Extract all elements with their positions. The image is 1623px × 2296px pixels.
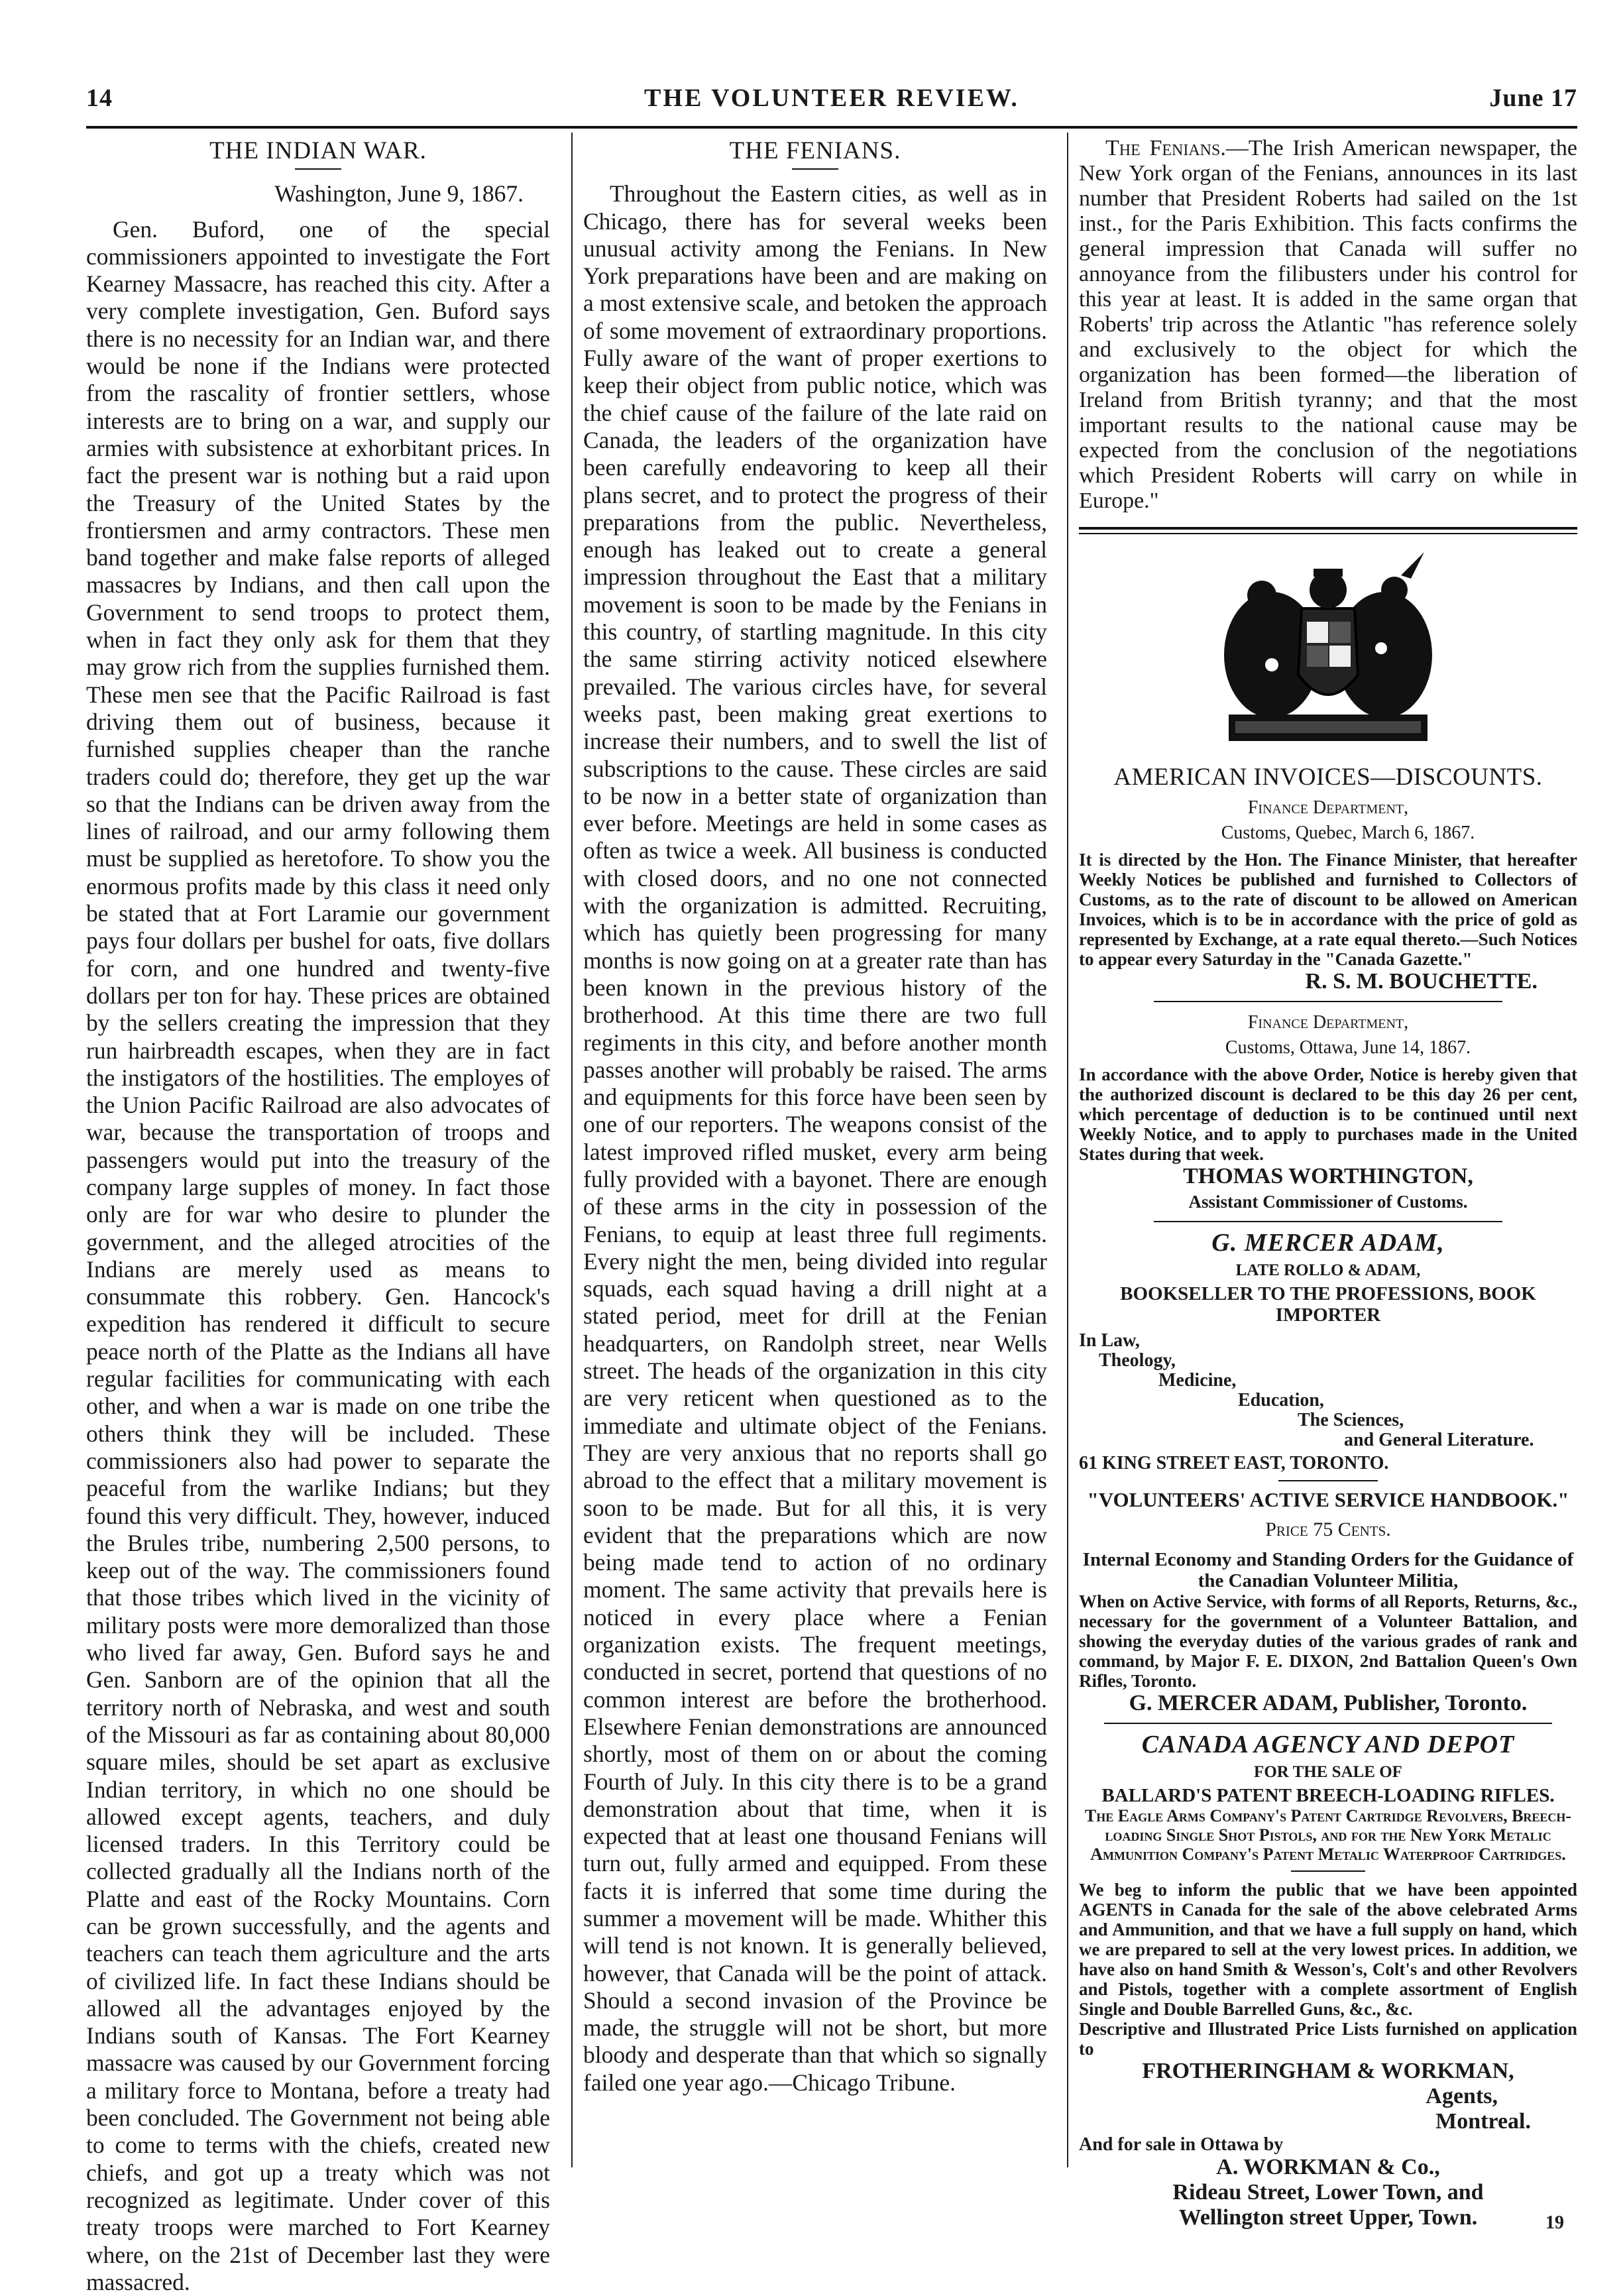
ad-line: BOOKSELLER TO THE PROFESSIONS, BOOK IMPORTER: [1120, 1283, 1536, 1326]
fenians-note: [1079, 136, 1577, 514]
notice-place: Customs, Quebec, March 6, 1867.: [1221, 823, 1475, 843]
title-rule: [792, 168, 838, 170]
ad-divider: [1278, 1480, 1378, 1481]
notice-body: It is directed by the Hon. The Finance Minister, that hereafter Weekly Notices be published and furnished to Collectors of Customs, as to the rate of discount to be allowed on American Invoices, which is to be in accordance with the price of gold as represented by Exchange, at a rate equal thereto.—Such Notices to appear every Saturday in the "Canada Gazette.": [1079, 850, 1577, 969]
article-paragraph: Throughout the Eastern cities, as well as in Chicago, there has for several weeks been unusual activity among the Fenians. In New York preparations have been and are making on a most extensive scale, and betoken the approach of some movement of extraordinary proportions. Fully aware of the want of proper exertions to keep their object from public notice, which was the chief cause of the failure of the late raid on Canada, the leaders of the organization have been carefully endeavoring to keep all their plans secret, and to protect the progress of their preparations from the public. Nevertheless, enough has leaked out to create a general impression throughout the East that a military movement is soon to be made by the Fenians in this country, of startling magnitude. In this city the same stirring activity noticed elsewhere prevailed. The various circles have, for several weeks past, been making great exertions to increase their numbers, and to swell the list of subscriptions to the cause. These circles are said to be now in a better state of organization than ever before. Meetings are held in some cases as often as twice a week. All business is conducted with closed doors, and no one not connected with the organization is admitted. Recruiting, which has quietly been progressing for many months is now going on at a greater rate than has been known in the previous history of the brotherhood. At this time there are two full regiments in this city, and before another month passes another will probably be raised. The arms and equipments for this force have been seen by one of our reporters. The weapons consist of the latest improved rifled musket, every arm being fully provided with a bayonet. There are enough of these arms in the city in possession of the Fenians, to equip at least three full regiments. Every night the men, being divided into regular squads, each squad having a drill night at a stated period, meet for drill at the Fenian headquarters, on Randolph street, near Wells street. The heads of the organization in this city are very reticent when questioned as to the immediate and ultimate object of the Fenians. They are very anxious that no reports shall go abroad to the effect that a military movement is soon to be made. But for all this, it is very evident that the preparations which are now being made tend to action of no ordinary moment. The same activity that prevails here is noticed in every place where a Fenian organization exists. The frequent meetings, conducted in secret, portend that questions of no common interest are before the brotherhood. Elsewhere Fenian demonstrations are announced shortly, most of them on or about the coming Fourth of July. In this city there is to be a grand demonstration about that time, when it is expected that at least one thousand Fenians will turn out, fully armed and equipped. From these facts it is inferred that some time during the summer a movement will be made. Whither this will tend is not known. It is generally believed, however, that Canada will be the point of attack. Should a second invasion of the Province be made, the struggle will not be short, but more bloody and desperate than that which so signally failed one year ago.—Chicago Tribune.: [583, 180, 1047, 2096]
article-title: THE FENIANS.: [729, 137, 901, 164]
notice-place: Customs, Ottawa, June 14, 1867.: [1225, 1037, 1471, 1058]
ad-product: BALLARD'S PATENT BREECH-LOADING RIFLES.: [1101, 1785, 1555, 1806]
firm-city: Montreal.: [1435, 2109, 1531, 2134]
column-fenians: [583, 136, 1047, 2164]
notice-signature: R. S. M. BOUCHETTE.: [1305, 969, 1538, 994]
page-number: 14: [86, 84, 113, 112]
ad-heading: CANADA AGENCY AND DEPOT: [1141, 1731, 1515, 1758]
firm-agents: Agents,: [1426, 2084, 1498, 2108]
column-indian-war: [86, 136, 550, 2295]
notice-body: In accordance with the above Order, Notice is hereby given that the authorized discount is declared to be this day 26 per cent, which percentage of deduction is to be continued until next Weekly Notice, and to apply to purchases made in the United States during that week.: [1079, 1064, 1577, 1164]
subject-item: Education,: [1238, 1390, 1324, 1410]
ottawa-address: Wellington street Upper, Town.: [1178, 2205, 1478, 2230]
subject-item: In Law,: [1079, 1330, 1140, 1351]
ad-number: 19: [1545, 2212, 1564, 2233]
header-rule: [86, 126, 1577, 129]
ottawa-line: And for sale in Ottawa by: [1079, 2134, 1284, 2155]
notice-department: Finance Department,: [1247, 1012, 1409, 1033]
book-title: "VOLUNTEERS' ACTIVE SERVICE HANDBOOK.": [1087, 1488, 1569, 1511]
ottawa-firm: A. WORKMAN & Co.,: [1216, 2155, 1440, 2179]
ad-heading: AMERICAN INVOICES—DISCOUNTS.: [1113, 764, 1543, 791]
subject-item: Medicine,: [1158, 1370, 1237, 1391]
subject-item: The Sciences,: [1298, 1410, 1404, 1430]
column-divider: [571, 133, 573, 2167]
notice-signature-title: Assistant Commissioner of Customs.: [1188, 1192, 1468, 1212]
article-title: THE INDIAN WAR.: [209, 137, 427, 164]
ad-products: The Eagle Arms Company's Patent Cartridge Revolvers, Breech-loading Single Shot Pistols, and for the New York Metalic Ammunition Company's Patent Metalic Waterproof Cartridges.: [1084, 1806, 1572, 1864]
section-divider: [1079, 527, 1577, 534]
dateline: Washington, June 9, 1867.: [274, 180, 524, 207]
column-divider: [1067, 133, 1068, 2167]
subject-item: Theology,: [1099, 1350, 1176, 1371]
article-paragraph: Gen. Buford, one of the special commissioners appointed to investigate the Fort Kearney Massacre, has reached this city. After a very complete investigation, Gen. Buford says there is no necessity for an Indian war, and there would be none if the Indians were protected from the rascality of frontier settlers, whose interests are to bring on a war, and supply our armies with subsistence at exhorbitant prices. In fact the present war is nothing but a raid upon the Treasury of the United States by the frontiersmen and army contractors. These men band together and make false reports of alleged massacres by Indians, and then call upon the Government to send troops to protect them, when in fact they only ask for them that they may grow rich from the supplies furnished them. These men see that the Pacific Railroad is fast driving them out of business, because it furnished supplies cheaper than the ranche traders could do; therefore, they get up the war so that the Indians can be driven away from the lines of railroad, and our army following them must be supplied as heretofore. To show you the enormous profits made by this class it need only be stated that at Fort Laramie our government pays four dollars per bushel for oats, five dollars for corn, and one hundred and twenty-five dollars per ton for hay. These prices are obtained by the sellers creating the impression that they run hairbreadth escapes, when they are in fact the instigators of the hostilities. The employes of the Union Pacific Railroad are also advocates of war, because the transportation of troops and passengers would put into the treasury of the company large supples of money. In fact those only are for war who desire to plunder the government, and the alleged atrocities of the Indians are merely used as means to consummate this robbery. Gen. Hancock's expedition has rendered it difficult to secure peace north of the Platte as the Indians all have regular facilities for communicating with each other, and when a war is made on one tribe the others think they will be included. These commissioners also had power to separate the peaceful from the warlike Indians; but they found this very difficult. They, however, induced the Brules tribe, numbering 2,500 persons, to keep out of the way. The commissioners found that those tribes which lived in the vicinity of military posts were more demoralized than those who lived far away, Gen. Buford says he and Gen. Sanborn are of the opinion that all the territory north of Nebraska, and west and south of the Missouri as far as containing about 80,000 square miles, should be set apart as exclusive Indian territory, in which no one should be allowed except agents, teachers, and duly licensed traders. In this Territory could be collected gradually all the Indians north of the Platte and east of the Rocky Mountains. Corn can be grown successfully, and the agents and teachers can teach them agriculture and the arts of civilized life. In fact these Indians should be allowed all the advantages enjoyed by the Indians south of Kansas. The Fort Kearney massacre was caused by our Government forcing a military force to Montana, before a treaty had been concluded. The Government not being able to come to terms with the chiefs, created new chiefs, and got up a treaty which was not recognized as legitimate. Under cover of this treaty troops were marched to Fort Kearney where, on the 21st of December last they were massacred.: [86, 215, 550, 2295]
column-advertisements: [1079, 136, 1577, 2233]
ad-divider: [1291, 1870, 1366, 1872]
page-header: [86, 78, 1577, 125]
notice-department: Finance Department,: [1247, 797, 1409, 818]
ad-lists: Descriptive and Illustrated Price Lists furnished on application to: [1079, 2019, 1577, 2059]
subject-list: [1079, 1331, 1577, 1450]
ad-subheading: FOR THE SALE OF: [1254, 1763, 1402, 1781]
ad-body: We beg to inform the public that we have been appointed AGENTS in Canada for the sale of the above celebrated Arms and Ammunition, and that we have a full supply on hand, which we are prepared to sell at the very lowest prices. In addition, we have also on hand Smith & Wesson's, Colt's and other Revolvers and Pistols, together with a complete assortment of English Single and Double Barrelled Guns, &c., &c.: [1079, 1880, 1577, 2019]
book-price: Price 75 Cents.: [1265, 1519, 1391, 1540]
ad-heading: G. MERCER ADAM,: [1211, 1229, 1445, 1257]
royal-coat-of-arms-emblem: [1189, 549, 1467, 761]
newspaper-title: THE VOLUNTEER REVIEW.: [644, 84, 1019, 112]
publisher-line: G. MERCER ADAM, Publisher, Toronto.: [1129, 1691, 1528, 1715]
title-rule: [295, 168, 341, 170]
firm-name: FROTHERINGHAM & WORKMAN,: [1142, 2059, 1514, 2083]
notice-signature: THOMAS WORTHINGTON,: [1183, 1164, 1473, 1188]
ottawa-address: Rideau Street, Lower Town, and: [1172, 2180, 1484, 2205]
ad-divider: [1104, 1723, 1553, 1724]
ad-address: 61 KING STREET EAST, TORONTO.: [1079, 1453, 1389, 1473]
issue-date: June 17: [1489, 84, 1577, 112]
note-text: —The Irish American newspaper, the New York organ of the Fenians, announces in its last number that President Roberts had sailed on the 1st inst., for the Paris Exhibition. This facts confirms the general impression that Canada will suffer no annoyance from the filibusters under his control for this year at least. It is added in the same organ that Roberts' trip across the Atlantic "has reference solely and exclusively to the object for which the organization has been formed—the liberation of Ireland from British tyranny; and that the most important results to the national cause may be expected from the conclusion of the negotiations which President Roberts will carry on while in Europe.": [1079, 136, 1577, 513]
ad-subheading: LATE ROLLO & ADAM,: [1235, 1261, 1421, 1279]
book-description: Internal Economy and Standing Orders for the Guidance of the Canadian Volunteer Militia,: [1082, 1549, 1574, 1591]
note-lead: The Fenians.: [1105, 136, 1226, 160]
book-description: When on Active Service, with forms of all Reports, Returns, &c., necessary for the government of a Volunteer Battalion, and showing the everyday duties of the various grades of rank and command, by Major F. E. DIXON, 2nd Battalion Queen's Own Rifles, Toronto.: [1079, 1591, 1577, 1691]
ad-divider: [1154, 1001, 1502, 1002]
subject-item: and General Literature.: [1344, 1430, 1534, 1450]
ad-divider: [1154, 1221, 1502, 1222]
